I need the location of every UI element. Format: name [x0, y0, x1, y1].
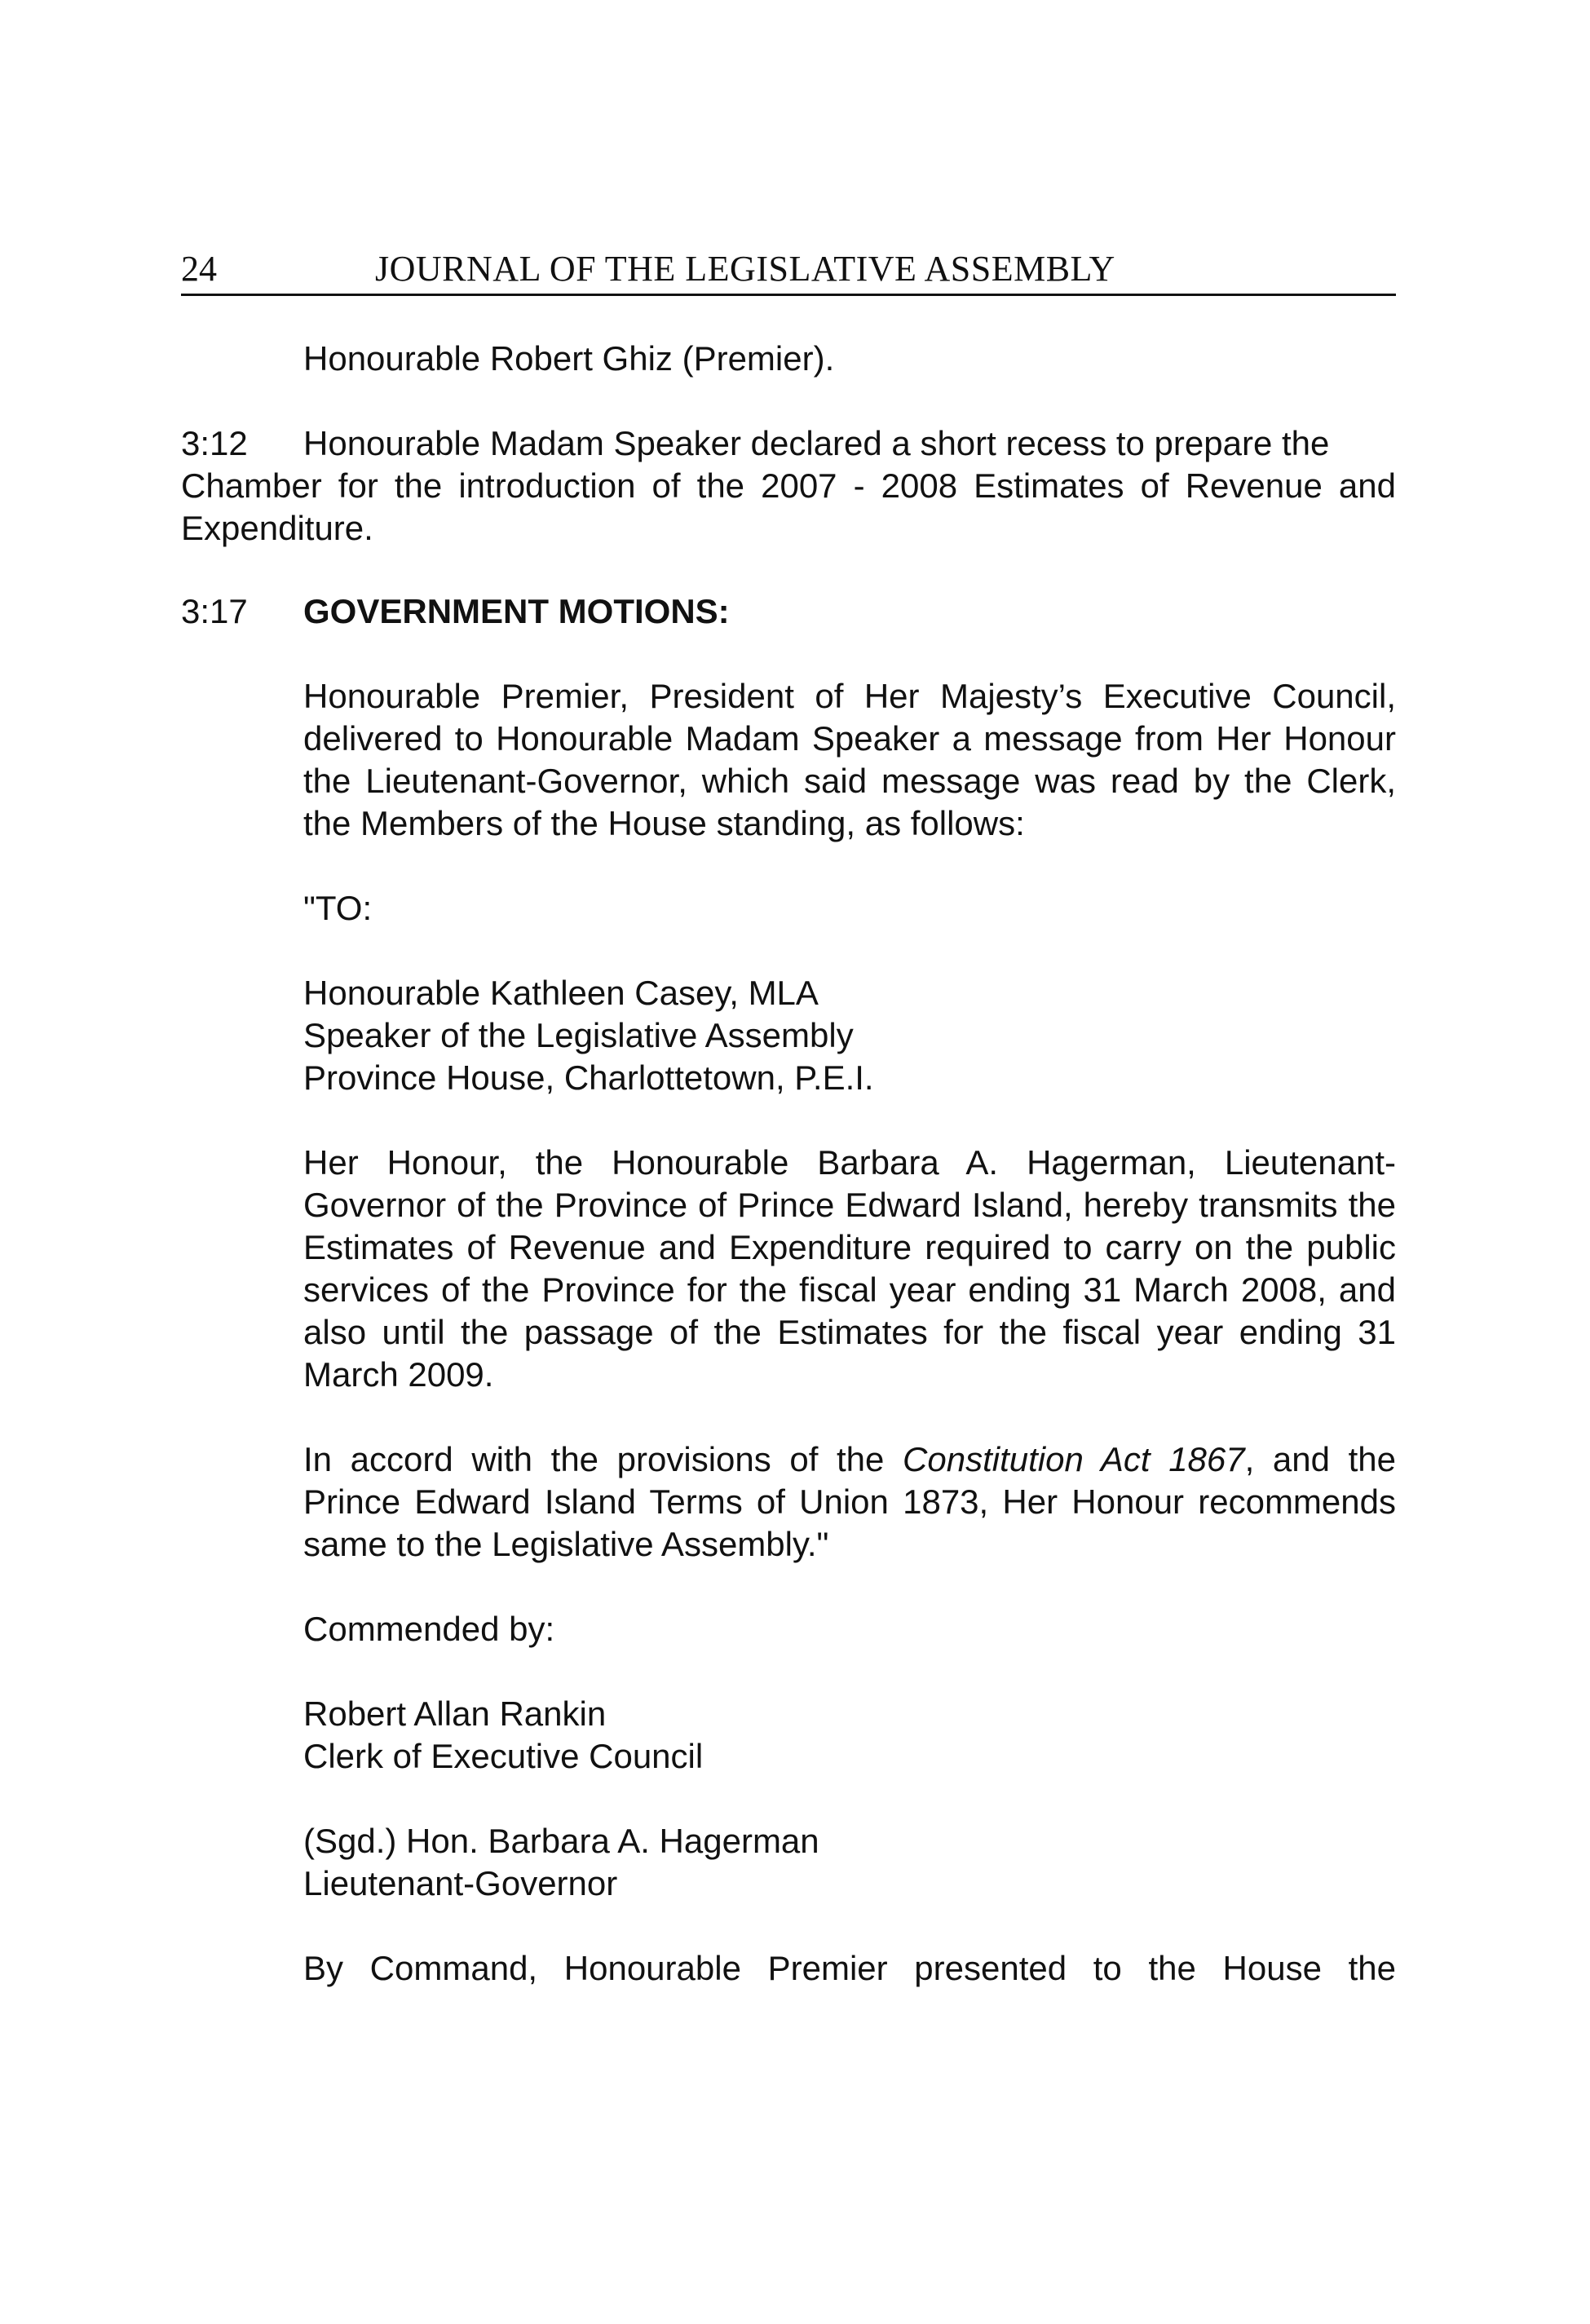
- clerk-name: Robert Allan Rankin: [303, 1694, 607, 1733]
- time-stamp-312: 3:12: [181, 424, 248, 462]
- accord-paragraph: [303, 1438, 1396, 1566]
- addressee-address: Province House, Charlottetown, P.E.I.: [303, 1058, 874, 1097]
- accord-text-after: , and the Prince Edward Island Terms of Union 1873, Her Honour recommends same to the Legislative Assembly.": [303, 1440, 1397, 1563]
- page-header: [181, 245, 1396, 296]
- addressee-role: Speaker of the Legislative Assembly: [303, 1016, 854, 1054]
- clerk-title: Clerk of Executive Council: [303, 1737, 704, 1775]
- addressee-name: Honourable Kathleen Casey, MLA: [303, 974, 819, 1012]
- closing-line: By Command, Honourable Premier presented to the House the: [303, 1949, 1396, 1987]
- addressee-block: [303, 972, 1396, 1099]
- premier-line: Honourable Robert Ghiz (Premier).: [303, 339, 835, 378]
- clerk-block: [303, 1693, 1396, 1778]
- message-paragraph: Her Honour, the Honourable Barbara A. Hagerman, Lieutenant-Governor of the Province of Prince Edward Island, hereby transmits the Estimates of Revenue and Expenditure required to carry on the public services of the Province for the fiscal year ending 31 March 2008, and also until the passage of the Estimates for the fiscal year ending 31 March 2009.: [303, 1143, 1396, 1394]
- signature-title: Lieutenant-Governor: [303, 1864, 618, 1902]
- to-line: "TO:: [303, 889, 373, 927]
- constitution-act-title: Constitution Act 1867: [903, 1440, 1245, 1478]
- recess-first-line: Honourable Madam Speaker declared a short recess to prepare the: [303, 424, 1330, 462]
- signature-name: (Sgd.) Hon. Barbara A. Hagerman: [303, 1822, 819, 1860]
- time-stamp-317: 3:17: [181, 592, 248, 630]
- accord-text-before: In accord with the provisions of the: [303, 1440, 903, 1478]
- commended-by: Commended by:: [303, 1610, 555, 1648]
- recess-continuation: Chamber for the introduction of the 2007 - 2008 Estimates of Revenue and Expenditure.: [181, 466, 1396, 547]
- signature-block: [303, 1820, 1396, 1905]
- page-number: 24: [181, 249, 217, 289]
- journal-title: JOURNAL OF THE LEGISLATIVE ASSEMBLY: [375, 249, 1115, 289]
- section-heading: GOVERNMENT MOTIONS:: [303, 592, 730, 630]
- intro-paragraph: Honourable Premier, President of Her Majesty’s Executive Council, delivered to Honourable Madam Speaker a message from Her Honour the Lieutenant-Governor, which said message was read by the Clerk, the Members of the House standing, as follows:: [303, 677, 1396, 842]
